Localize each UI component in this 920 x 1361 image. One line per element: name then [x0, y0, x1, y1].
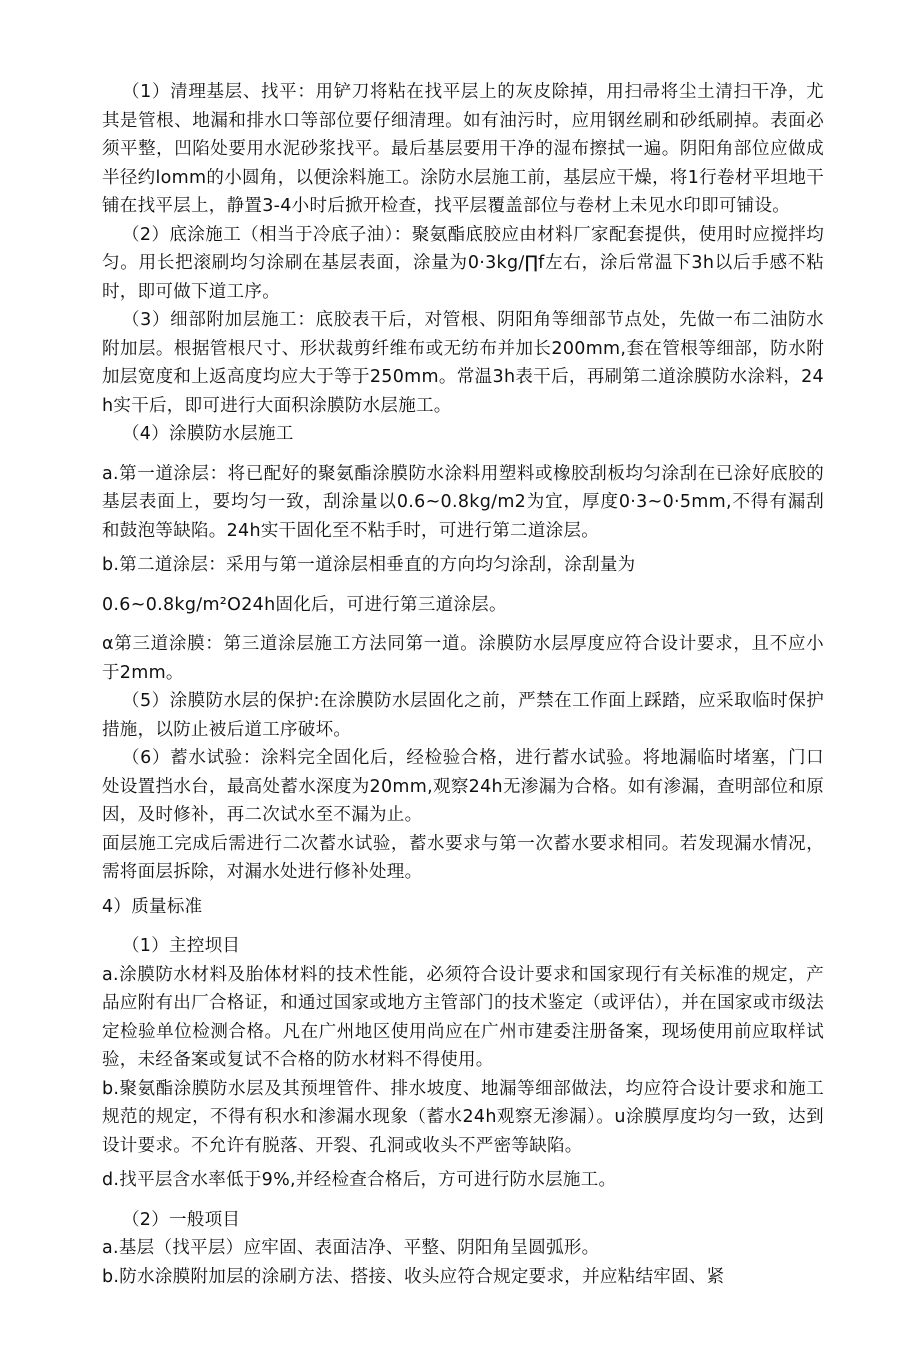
paragraph-main-item-d: d.找平层含水率低于9%,并经检查合格后，方可进行防水层施工。: [102, 1170, 617, 1190]
heading-main-items: （1）主控坝目: [122, 936, 241, 956]
paragraph-main-item-b: b.聚氨酯涂膜防水层及其预埋管件、排水坡度、地漏等细部做法，均应符合设计要求和施工规范的规定，不得有积水和渗漏水现象（蓄水24h观察无渗漏）。u涂膜厚度均匀一致，达到设计要求。不允许有脱落、开裂、孔洞或收头不严密等缺陷。: [102, 1078, 824, 1156]
paragraph-third-coat: α第三道涂膜：第三道涂层施工方法同第一道。涂膜防水层厚度应符合设计要求，且不应小于2mm。: [102, 634, 824, 683]
section-quality-standard: 4）质量标准: [102, 896, 203, 917]
paragraph-second-coat-cont: 0.6~0.8kg∕m²O24h固化后，可进行第三道涂层。: [102, 594, 507, 615]
paragraph-membrane-heading: （4）涂膜防水层施工: [122, 424, 294, 444]
paragraph-detail-layer: （3）细部附加层施工：底胶表干后，对管根、阴阳角等细部节点处，先做一布二油防水附加层。根据管根尺寸、形状裁剪纤维布或无纺布并加长200mm,套在管根等细部，防水附加层宽度和上返高度均应大于等于250mm。常温3h表干后，再刷第二道涂膜防水涂料，24h实干后，即可进行大面积涂膜防水层施工。: [102, 310, 824, 416]
paragraph-protection: （5）涂膜防水层的保护:在涂膜防水层固化之前，严禁在工作面上踩踏，应采取临时保护措施，以防止被后道工序破坏。: [102, 691, 824, 740]
paragraph-first-coat: a.第一道涂层：将已配好的聚氨酯涂膜防水涂料用塑料或橡胶刮板均匀涂刮在已涂好底胶的基层表面上，要均匀一致，刮涂量以0.6~0.8kg∕m2为宜，厚度0·3~0·5mm,不得有漏刮和鼓泡等缺陷。24h实干固化至不粘手时，可进行第二道涂层。: [102, 463, 824, 541]
paragraph-general-item-b: b.防水涂膜附加层的涂刷方法、搭接、收头应符合规定要求，并应粘结牢固、紧: [102, 1266, 725, 1287]
paragraph-second-water-test: 面层施工完成后需进行二次蓄水试验，蓄水要求与第一次蓄水要求相同。若发现漏水情况，需将面层拆除，对漏水处进行修补处理。: [102, 833, 824, 882]
paragraph-second-coat: b.第二道涂层：采用与第一道涂层相垂直的方向均匀涂刮，涂刮量为: [102, 555, 636, 575]
paragraph-water-test: （6）蓄水试验：涂料完全固化后，经检验合格，进行蓄水试验。将地漏临时堵塞，门口处设置挡水台，最高处蓄水深度为20mm,观察24h无渗漏为合格。如有渗漏，查明部位和原因，及时修补，再二次试水至不漏为止。: [102, 748, 824, 825]
paragraph-clean-base: （1）清理基层、找平：用铲刀将粘在找平层上的灰皮除掉，用扫帚将尘土清扫干净，尤其是管根、地漏和排水口等部位要仔细清理。如有油污时，应用钢丝刷和砂纸刷掉。表面必须平整，凹陷处要用水泥砂浆找平。最后基层要用干净的湿布擦拭一遍。阴阳角部位应做成半径约lomm的小圆角，以便涂料施工。涂防水层施工前，基层应干燥，将1行卷材平坦地干铺在找平层上，静置3-4小时后掀开检查，找平层覆盖部位与卷材上未见水印即可铺设。: [102, 82, 824, 216]
document-body: [102, 78, 824, 1291]
heading-general-items: （2）一般项目: [122, 1209, 241, 1230]
paragraph-main-item-a: a.涂膜防水材料及胎体材料的技术性能，必须符合设计要求和国家现行有关标准的规定，产品应附有出厂合格证，和通过国家或地方主管部门的技术鉴定（或评估），并在国家或市级法定检验单位检测合格。凡在广州地区使用尚应在广州市建委注册备案，现场使用前应取样试验，未经备案或复试不合格的防水材料不得使用。: [102, 964, 824, 1070]
paragraph-primer: （2）底涂施工（相当于冷底子油）：聚氨酯底胶应由材料厂家配套提供，使用时应搅拌均匀。用长把滚刷均匀涂刷在基层表面，涂量为0·3kg∕∏f左右，涂后常温下3h以后手感不粘时，即可做下道工序。: [102, 224, 824, 302]
paragraph-general-item-a: a.基层（找平层）应牢固、表面洁净、平整、阴阳角呈圆弧形。: [102, 1238, 600, 1258]
